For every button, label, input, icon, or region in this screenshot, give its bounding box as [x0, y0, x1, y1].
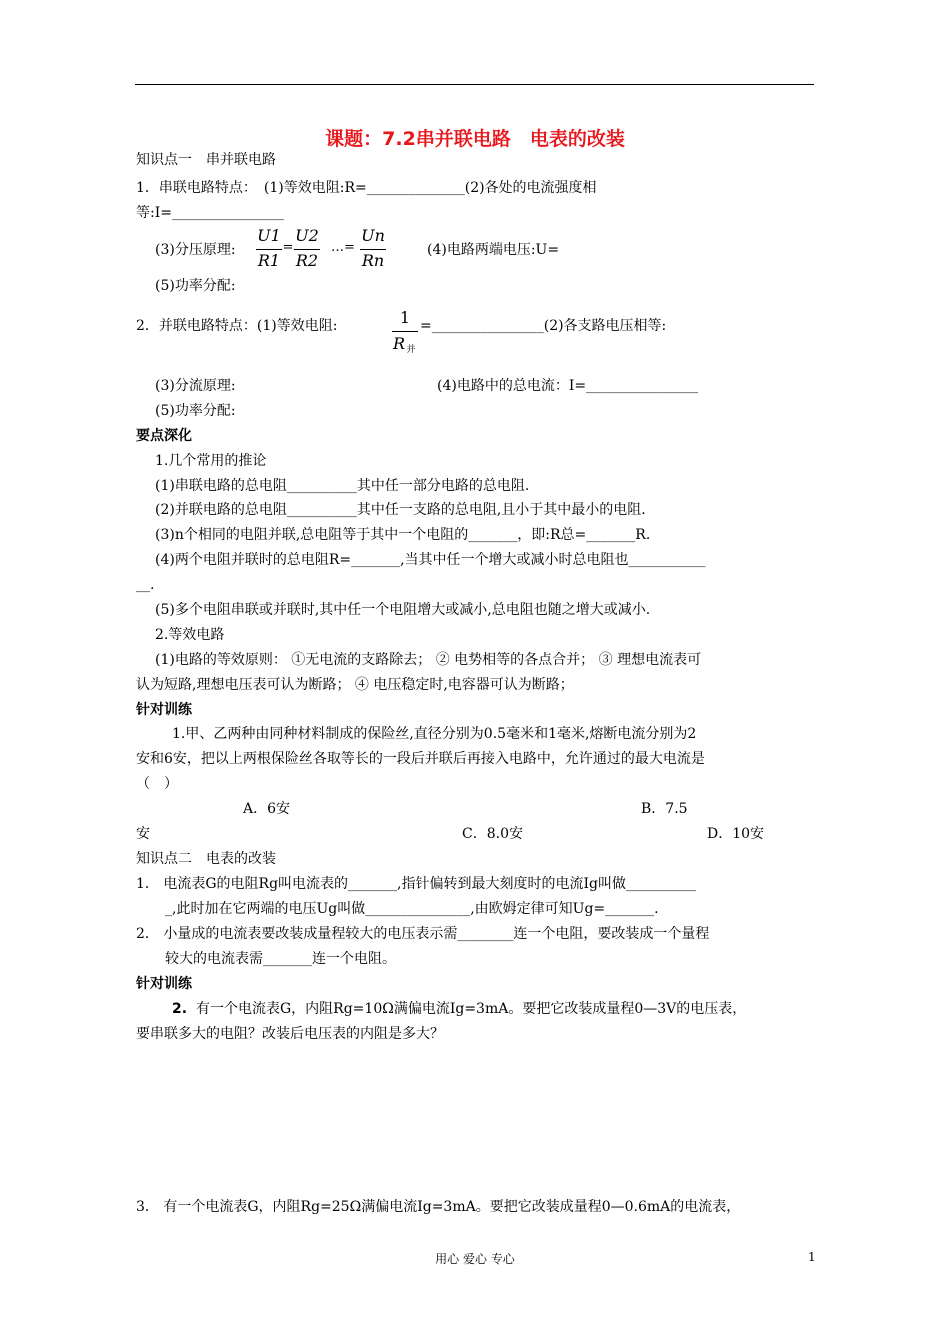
- question-1-line-1: 1.甲、乙两种由同种材料制成的保险丝,直径分别为0.5毫米和1毫米,熔断电流分别为2: [172, 726, 697, 742]
- question-2-line-2: 要串联多大的电阻？改装后电压表的内阻是多大？: [136, 1026, 444, 1042]
- question-2-line-1: 有一个电流表G，内阻Rg=10Ω满偏电流Ig=3mA。要把它改装成量程0—3V的电压表，: [196, 1001, 747, 1017]
- equivalent-rule-1: (1)电路的等效原则： ①无电流的支路除去； ② 电势相等的各点合并； ③ 理想电流表可: [155, 652, 702, 668]
- option-a: A．6安: [243, 801, 291, 817]
- meter-line-4: 较大的电流表需_______连一个电阻。: [165, 951, 396, 967]
- equivalent-rule-2: 认为短路,理想电压表可认为断路； ④ 电压稳定时,电容器可认为断路；: [136, 677, 574, 693]
- meter-line-3: 2． 小量成的电流表要改装成量程较大的电压表示需________连一个电阻，要改装成一个量程: [136, 926, 710, 942]
- section-heading-2: 知识点二 电表的改装: [136, 851, 276, 867]
- frac-den-1: R1: [257, 251, 281, 270]
- inference-2: (2)并联电路的总电阻__________其中任一支路的总电阻,且小于其中最小的电阻.: [155, 502, 646, 518]
- option-b-unit: 安: [136, 826, 150, 842]
- inference-5: (5)多个电阻串联或并联时,其中任一个电阻增大或减小,总电阻也随之增大或减小.: [155, 602, 651, 618]
- equivalent-circuit-heading: 2.等效电路: [155, 627, 225, 643]
- parallel-line-1b: =________________(2)各支路电压相等:: [420, 318, 667, 334]
- frac-bar-parallel: [392, 331, 418, 332]
- series-power-label: (5)功率分配:: [155, 278, 236, 294]
- option-d: D．10安: [707, 826, 765, 842]
- equals-1: =: [282, 240, 294, 255]
- page-number: 1: [808, 1250, 816, 1264]
- frac-num-1: U1: [257, 226, 281, 245]
- frac-bar-2: [294, 249, 320, 250]
- ellipsis-equals: …=: [331, 240, 355, 255]
- series-line-2: 等:I=________________: [136, 205, 284, 221]
- frac-bar-3: [360, 249, 386, 250]
- frac-bar-1: [256, 249, 282, 250]
- option-c: C．8.0安: [462, 826, 523, 842]
- practice-heading-2: 针对训练: [136, 976, 192, 992]
- parallel-line-1a: 2．并联电路特点：(1)等效电阻:: [136, 318, 338, 334]
- frac-den-subscript: 并: [406, 345, 416, 355]
- key-points-heading: 要点深化: [136, 428, 192, 444]
- question-2-number: 2.: [172, 1001, 188, 1017]
- inference-heading: 1.几个常用的推论: [155, 453, 267, 469]
- total-voltage-label: (4)电路两端电压:U=: [427, 242, 560, 258]
- option-b: B．7.5: [641, 801, 688, 817]
- page-title: 课题：7.2串并联电路 电表的改装: [325, 128, 625, 150]
- question-3-line-1: 3． 有一个电流表G，内阻Rg=25Ω满偏电流Ig=3mA。要把它改装成量程0—0.6mA的电流表，: [136, 1199, 741, 1215]
- section-heading-1: 知识点一 串并联电路: [136, 152, 276, 168]
- current-division-label: (3)分流原理:: [155, 378, 236, 394]
- inference-3: (3)n个相同的电阻并联,总电阻等于其中一个电阻的_______，即:R总=_______R.: [155, 527, 651, 543]
- inference-1: (1)串联电路的总电阻__________其中任一部分电路的总电阻.: [155, 478, 530, 494]
- practice-heading-1: 针对训练: [136, 702, 192, 718]
- frac-den-3: Rn: [361, 251, 385, 270]
- frac-num-3: Un: [361, 226, 385, 245]
- total-current-label: (4)电路中的总电流：I=________________: [437, 378, 699, 394]
- frac-den-parallel: R: [392, 334, 406, 353]
- inference-4-cont: __.: [136, 577, 155, 593]
- series-line-1: 1．串联电路特点： (1)等效电阻:R=______________(2)各处的电流强度相: [136, 180, 597, 196]
- header-rule: [135, 84, 814, 85]
- voltage-division-formula: [256, 226, 396, 276]
- question-1-line-3: （ ）: [136, 776, 178, 792]
- question-1-line-2: 安和6安，把以上两根保险丝各取等长的一段后并联后再接入电路中，允许通过的最大电流是: [136, 751, 705, 767]
- parallel-power-label: (5)功率分配:: [155, 403, 236, 419]
- meter-line-1: 1． 电流表G的电阻Rg叫电流表的_______,指针偏转到最大刻度时的电流Ig叫做__________: [136, 876, 696, 892]
- inference-4: (4)两个电阻并联时的总电阻R=_______,当其中任一个增大或减小时总电阻也___________: [155, 552, 706, 568]
- meter-line-2: _,此时加在它两端的电压Ug叫做_______________,由欧姆定律可知Ug=_______.: [165, 901, 659, 917]
- frac-num-2: U2: [295, 226, 319, 245]
- footer-slogan: 用心 爱心 专心: [435, 1252, 515, 1266]
- frac-num-parallel: 1: [399, 308, 411, 327]
- voltage-division-label: (3)分压原理:: [155, 242, 236, 258]
- frac-den-2: R2: [295, 251, 319, 270]
